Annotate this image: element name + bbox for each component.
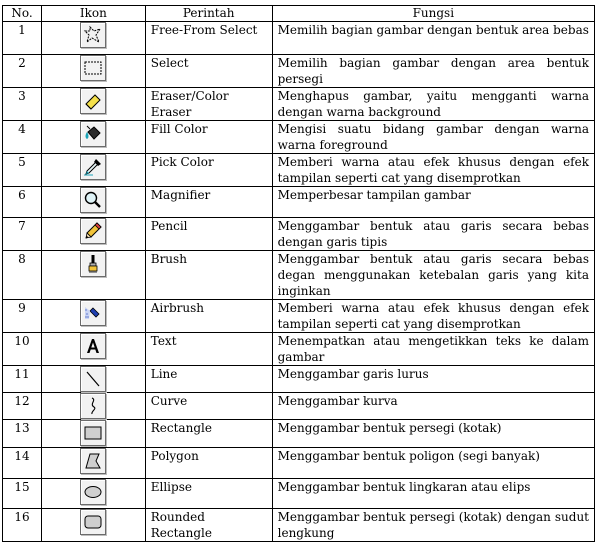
header-no: No.: [3, 6, 42, 22]
row-number: 11: [3, 366, 42, 393]
row-number: 2: [3, 55, 42, 88]
eraser-icon: [80, 88, 106, 114]
rounded-rectangle-icon: [80, 509, 106, 535]
free-form-select-icon: [80, 22, 106, 48]
row-number: 16: [3, 509, 42, 542]
command-function: Menggambar kurva: [272, 393, 594, 420]
table-row: [3, 251, 595, 300]
row-number: 8: [3, 251, 42, 300]
text-icon: [80, 333, 106, 359]
command-name: Free-From Select: [145, 22, 272, 55]
row-number: 15: [3, 479, 42, 509]
command-function: Menggambar bentuk poligon (segi banyak): [272, 448, 594, 479]
paint-tools-table: [2, 5, 595, 542]
command-function: Menggambar garis lurus: [272, 366, 594, 393]
command-name: Pencil: [145, 218, 272, 251]
table-row: [3, 420, 595, 448]
command-name: Magnifier: [145, 187, 272, 218]
row-number: 10: [3, 333, 42, 366]
command-name: Select: [145, 55, 272, 88]
command-name: Airbrush: [145, 300, 272, 333]
command-function: Menggambar bentuk persegi (kotak) dengan sudut lengkung: [272, 509, 594, 542]
command-function: Menggambar bentuk atau garis secara bebas degan menggunakan ketebalan garis yang kita inginkan: [272, 251, 594, 300]
table-header-row: [3, 6, 595, 22]
command-function: Menggambar bentuk lingkaran atau elips: [272, 479, 594, 509]
command-function: Memperbesar tampilan gambar: [272, 187, 594, 218]
table-row: [3, 88, 595, 121]
table-row: [3, 187, 595, 218]
table-row: [3, 366, 595, 393]
table-row: [3, 22, 595, 55]
command-name: Brush: [145, 251, 272, 300]
command-function: Menggambar bentuk atau garis secara bebas dengan garis tipis: [272, 218, 594, 251]
row-number: 7: [3, 218, 42, 251]
table-row: [3, 448, 595, 479]
command-function: Memilih bagian gambar dengan area bentuk persegi: [272, 55, 594, 88]
table-row: [3, 333, 595, 366]
row-number: 1: [3, 22, 42, 55]
command-function: Memberi warna atau efek khusus dengan efek tampilan seperti cat yang disemprotkan: [272, 300, 594, 333]
table-row: [3, 393, 595, 420]
command-name: Rounded Rectangle: [145, 509, 272, 542]
pencil-icon: [80, 218, 106, 244]
command-function: Menghapus gambar, yaitu mengganti warna dengan warna background: [272, 88, 594, 121]
command-name: Polygon: [145, 448, 272, 479]
row-number: 5: [3, 154, 42, 187]
table-row: [3, 121, 595, 154]
command-name: Ellipse: [145, 479, 272, 509]
select-icon: [80, 55, 106, 81]
row-number: 14: [3, 448, 42, 479]
command-name: Text: [145, 333, 272, 366]
command-name: Line: [145, 366, 272, 393]
table-row: [3, 479, 595, 509]
command-function: Memilih bagian gambar dengan bentuk area bebas: [272, 22, 594, 55]
table-row: [3, 218, 595, 251]
header-function: Fungsi: [272, 6, 594, 22]
row-number: 12: [3, 393, 42, 420]
header-icon: Ikon: [41, 6, 145, 22]
row-number: 13: [3, 420, 42, 448]
ellipse-icon: [80, 479, 106, 505]
rectangle-icon: [80, 420, 106, 446]
polygon-icon: [80, 448, 106, 474]
command-function: Mengisi suatu bidang gambar dengan warna warna foreground: [272, 121, 594, 154]
command-name: Fill Color: [145, 121, 272, 154]
command-function: Menempatkan atau mengetikkan teks ke dalam gambar: [272, 333, 594, 366]
curve-icon: [80, 393, 106, 419]
command-function: Menggambar bentuk persegi (kotak): [272, 420, 594, 448]
table-row: [3, 154, 595, 187]
table-row: [3, 300, 595, 333]
row-number: 4: [3, 121, 42, 154]
row-number: 3: [3, 88, 42, 121]
command-name: Rectangle: [145, 420, 272, 448]
command-function: Memberi warna atau efek khusus dengan efek tampilan seperti cat yang disemprotkan: [272, 154, 594, 187]
line-icon: [80, 366, 106, 392]
airbrush-icon: [80, 300, 106, 326]
fill-color-icon: [80, 121, 106, 147]
table-row: [3, 509, 595, 542]
command-name: Pick Color: [145, 154, 272, 187]
pick-color-icon: [80, 154, 106, 180]
command-name: Curve: [145, 393, 272, 420]
row-number: 9: [3, 300, 42, 333]
table-row: [3, 55, 595, 88]
header-command: Perintah: [145, 6, 272, 22]
magnifier-icon: [80, 187, 106, 213]
row-number: 6: [3, 187, 42, 218]
brush-icon: [80, 251, 106, 277]
command-name: Eraser/Color Eraser: [145, 88, 272, 121]
